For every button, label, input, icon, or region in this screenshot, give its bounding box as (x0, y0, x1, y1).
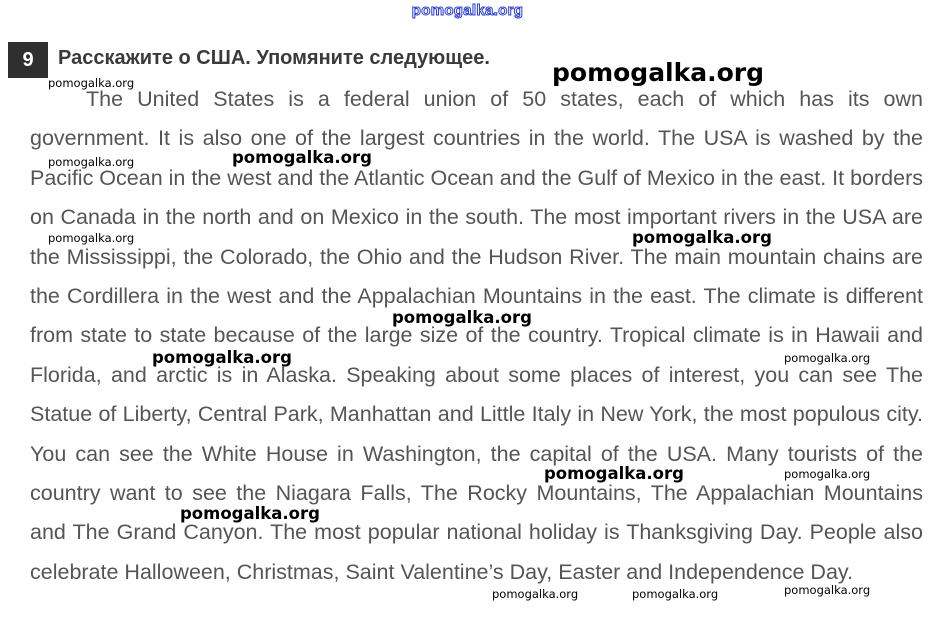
watermark: pomogalka.org (492, 587, 579, 601)
watermark: pomogalka.org (632, 587, 719, 601)
task-title: Расскажите о США. Упомяните следующее. (58, 47, 490, 69)
watermark: pomogalka.org (48, 155, 135, 169)
watermark: pomogalka.org (632, 228, 772, 247)
watermark: pomogalka.org (552, 58, 765, 87)
watermark: pomogalka.org (784, 351, 871, 365)
watermark: pomogalka.org (392, 308, 532, 327)
site-header-link[interactable]: pomogalka.org (411, 2, 524, 19)
answer-text: The United States is a federal union of 50 states, each of which has its own government. It is also one of the largest countries in the world. The USA is washed by the Pacific Ocean in the west and the Atlantic Ocean and the Gulf of Mexico in the east. It borders on Canada in the north and on Mexico in the south. The most important rivers in the USA are the Mississippi, the Colorado, the Ohio and the Hudson River. The main mountain chains are the Cordillera in the west and the Appalachian Mountains in the east. The climate is different from state to state because of the large size of the country. Tropical climate is in Hawaii and Florida, and arctic is in Alaska. Speaking about some places of interest, you can see The Statue of Liberty, Central Park, Manhattan and Little Italy in New York, the most populous city. You can see the White House in Washington, the capital of the USA. Many tourists of the country want to see the Niagara Falls, The Rocky Mountains, The Appalachian Mountains and The Grand Canyon. The most popular national holiday is Thanksgiving Day. People also celebrate Halloween, Christmas, Saint Valentine’s Day, Easter and Independence Day. (30, 87, 923, 584)
watermark: pomogalka.org (232, 148, 372, 167)
watermark: pomogalka.org (784, 467, 871, 481)
watermark: pomogalka.org (784, 583, 871, 597)
task-number-badge: 9 (8, 42, 48, 78)
watermark: pomogalka.org (152, 348, 292, 367)
watermark: pomogalka.org (544, 464, 684, 483)
watermark: pomogalka.org (48, 76, 135, 90)
watermark: pomogalka.org (48, 231, 135, 245)
watermark: pomogalka.org (180, 504, 320, 523)
